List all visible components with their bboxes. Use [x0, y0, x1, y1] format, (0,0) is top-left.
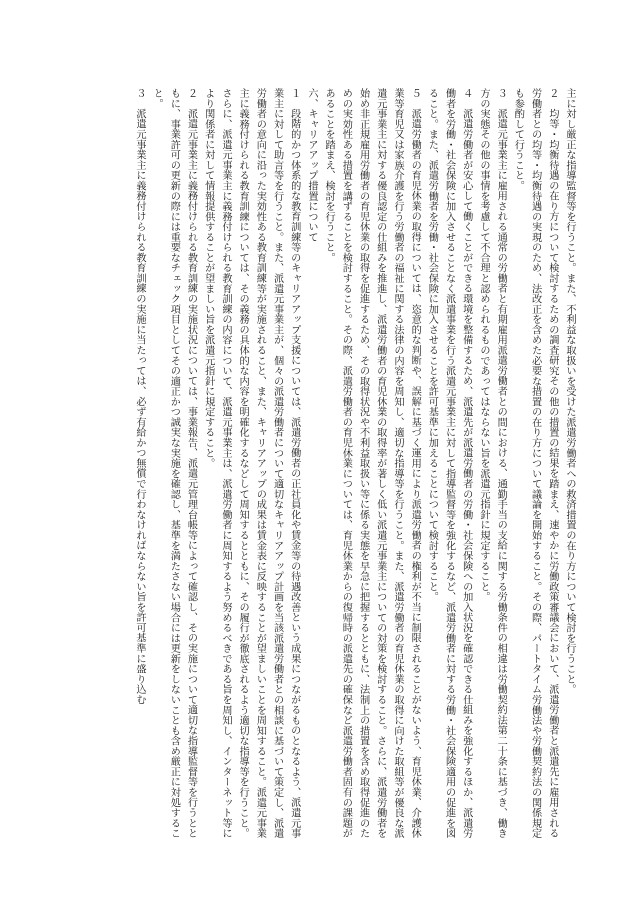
paragraph-text: 主に対し厳正な指導監督等を行うこと。また、不利益な取扱いを受けた派遣労働者への救済措置の在り方について検討を行うこと。 — [564, 88, 575, 695]
item-number: ３ — [495, 88, 507, 99]
section-heading-6 — [303, 88, 320, 848]
paragraph-6-2 — [148, 88, 200, 848]
item-number: ５ — [409, 88, 421, 99]
item-number: ２ — [185, 88, 197, 99]
paragraph-text: 派遣元事業主に雇用される通常の労働者と有期雇用派遣労働者との間における、通勤手当の支給に関する労働条件の相違は労働契約法第二十条に基づき、働き方の実態その他の事情を考慮して不合理と認められるものであってはならない旨を派遣元指針に規定すること。 — [477, 88, 507, 839]
paragraph-3 — [475, 88, 509, 848]
paragraph-text: 派遣労働者の育児休業の取得については、恣意的な判断や、誤解に基づく運用により派遣労働者の権利が不当に制限されることがないよう、育児休業、介護休業等育児又は家族介護を行う労働者の福祉に関する法律の内容を周知し、適切な指導等を行うこと。また、派遣労働者の育児休業の取得に向けた取組等が優良な派遣元事業主に対する優良認定の仕組みを推進し、派遣労働者の育児休業の取得率が著しく低い派遣元事業主についての対策を検討すること。さらに、派遣労働者を始め非正規雇用労働者の育児休業の取得を促進するため、その取得状況や不利益取扱い等に係る実態を早急に把握するとともに、法制上の措置を含め取得促進のための実効性ある措置を講ずることを検討すること。その際、派遣労働者の育児休業については、育児休業からの復帰時の派遣先の確保など派遣労働者固有の課題があることを踏まえ、検討を行うこと。 — [323, 88, 421, 839]
paragraph-0-continuation — [561, 88, 578, 848]
paragraph-5 — [320, 88, 423, 848]
paragraph-text: 派遣元事業主に義務付けられる教育訓練の実施に当たっては、必ず有給かつ無償で行わなければならない旨を許可基準に盛り込む — [133, 108, 145, 705]
item-number: ４ — [460, 88, 472, 99]
paragraph-text: 均等・均衡待遇の在り方について検討するための調査研究その他の措置の結果を踏まえ、速やかに労働政策審議会において、派遣労働者と派遣先に雇用される労働者との均等・均衡待遇の実現のため、法改正を含めた必要な措置の在り方について議論を開始すること。その際、パートタイム労働法や労働契約法の関係規定も参酌して行うこと。 — [512, 88, 558, 839]
item-number: １ — [288, 88, 300, 99]
section-title: キャリアアップ措置について — [305, 108, 317, 243]
paragraph-text: 段階的かつ体系的な教育訓練等のキャリアアップ支援については、派遣労働者の正社員化や賃金等の待遇改善という成果につながるものとなるよう、派遣元事業主に対して助言等を行うこと。また、派遣元事業主が、個々の派遣労働者について適切なキャリアアップ計画を当該派遣労働者との相談に基づいて策定し、派遣労働者の意向に沿った実効性ある教育訓練等が実施されること、また、キャリアアップの成果は賃金表に反映することが望ましいことを周知すること。派遣元事業主に義務付けられる教育訓練については、その義務の具体的な内容を明確化するなどして周知するとともに、その履行が徹底されるよう適切な指導等を行うこと。さらに、派遣元事業主に義務付けられる教育訓練の内容について、派遣元事業主は、派遣労働者に周知するよう努めるべきである旨を周知し、インターネット等により関係者に対して情報提供することが望ましい旨を派遣元指針に規定すること。 — [202, 88, 300, 839]
section-number: 六、 — [305, 88, 317, 109]
paragraph-6-1 — [200, 88, 303, 848]
paragraph-text: 派遣労働者が安心して働くことができる環境を整備するため、派遣先が派遣労働者の労働・社会保険への加入状況を確認できる仕組みを強化するほか、派遣労働者を労働・社会保険に加入させることなく派遣事業を行う派遣元事業主に対して指導監督等を強化するなど、派遣労働者に対する労働・社会保険適用の促進を図ること。また、派遣労働者を労働・社会保険に加入させることを許可基準に加えることについて検討すること。 — [426, 88, 472, 839]
item-number: ２ — [546, 88, 558, 99]
paragraph-6-3 — [131, 88, 148, 848]
paragraph-2 — [509, 88, 561, 848]
paragraph-4 — [423, 88, 475, 848]
item-number: ３ — [133, 88, 145, 99]
paragraph-text: 派遣元事業主に義務付けられる教育訓練の実施状況については、事業報告、派遣元管理台帳等によって確認し、その実施について適切な指導監督等を行うとともに、事業許可の更新の際には重要なチェック項目としてその適正かつ誠実な実施を確認し、基準を満たさない場合には更新をしないことも含め厳正に対処すること。 — [151, 88, 197, 839]
document-page — [48, 88, 578, 848]
